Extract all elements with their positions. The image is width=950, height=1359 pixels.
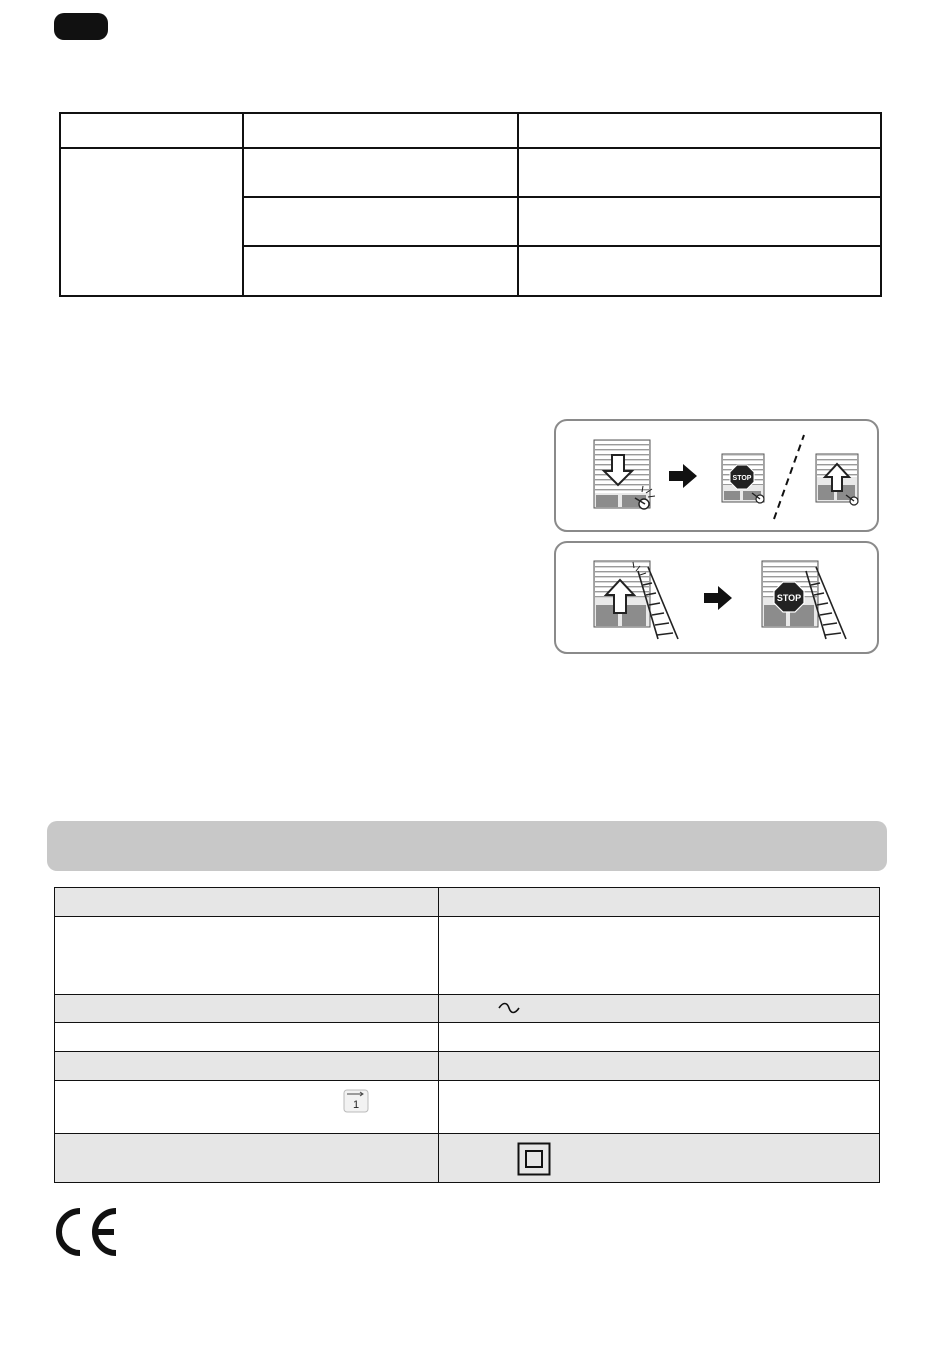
- table-cell: [519, 198, 880, 245]
- table-header-cell: [519, 114, 880, 147]
- ce-mark-icon: [52, 1207, 120, 1257]
- svg-text:STOP: STOP: [776, 593, 802, 603]
- table-row: [55, 1134, 879, 1182]
- table-cell: [244, 198, 517, 245]
- protection-class-ii-icon: [517, 1142, 551, 1176]
- table-row: [55, 995, 879, 1023]
- svg-text:STOP: STOP: [732, 475, 752, 482]
- spec-label: [55, 1134, 438, 1182]
- table-header-cell: [61, 114, 242, 147]
- ladder-detection-illustration: [556, 543, 877, 652]
- arrow-right-icon: [704, 586, 732, 610]
- spec-value: [439, 1081, 879, 1133]
- table-row: [55, 1023, 879, 1052]
- table-row: [55, 1081, 879, 1134]
- spec-label: [55, 995, 438, 1022]
- arrow-right-icon: [669, 464, 697, 488]
- spec-label: [55, 888, 438, 916]
- table-cell: [244, 247, 517, 295]
- shutter-closing-icon: [594, 440, 655, 509]
- spec-value: [439, 888, 879, 916]
- table-header-cell: [244, 114, 517, 147]
- obstacle-detection-illustration: [556, 421, 877, 530]
- table-cell: [519, 149, 880, 196]
- spec-value: [439, 917, 879, 994]
- table-row: [55, 1052, 879, 1081]
- shutter-stop-icon: [722, 454, 764, 503]
- table-row: [55, 917, 879, 995]
- svg-text:1: 1: [352, 1099, 360, 1111]
- spec-value-cell: [439, 1134, 879, 1182]
- language-badge: [54, 13, 108, 40]
- spec-label: [55, 1052, 438, 1080]
- shutter-reverse-icon: [816, 454, 858, 505]
- spec-value-cell: [439, 995, 879, 1022]
- shutter-opening-icon: [594, 561, 650, 627]
- separator-line: [774, 435, 804, 519]
- table-cell: [519, 247, 880, 295]
- specification-table: [54, 887, 880, 1183]
- illustration-panel-obstacle: [554, 419, 879, 532]
- table-cell: [244, 149, 517, 196]
- spec-label-cell: [55, 1081, 438, 1133]
- duty-cycle-icon: [343, 1089, 369, 1113]
- table-column-divider: [438, 888, 439, 1182]
- top-table: [59, 112, 882, 297]
- spec-value: [439, 1023, 879, 1051]
- illustration-panel-ladder: [554, 541, 879, 654]
- spec-label: [55, 917, 438, 994]
- table-row: [55, 888, 879, 917]
- spec-value: [439, 1052, 879, 1080]
- shutter-stop-icon: [762, 561, 818, 627]
- spec-label: [55, 1023, 438, 1051]
- table-group-label: [61, 149, 242, 295]
- ac-current-icon: [497, 1001, 521, 1015]
- technical-data-header: [47, 821, 887, 871]
